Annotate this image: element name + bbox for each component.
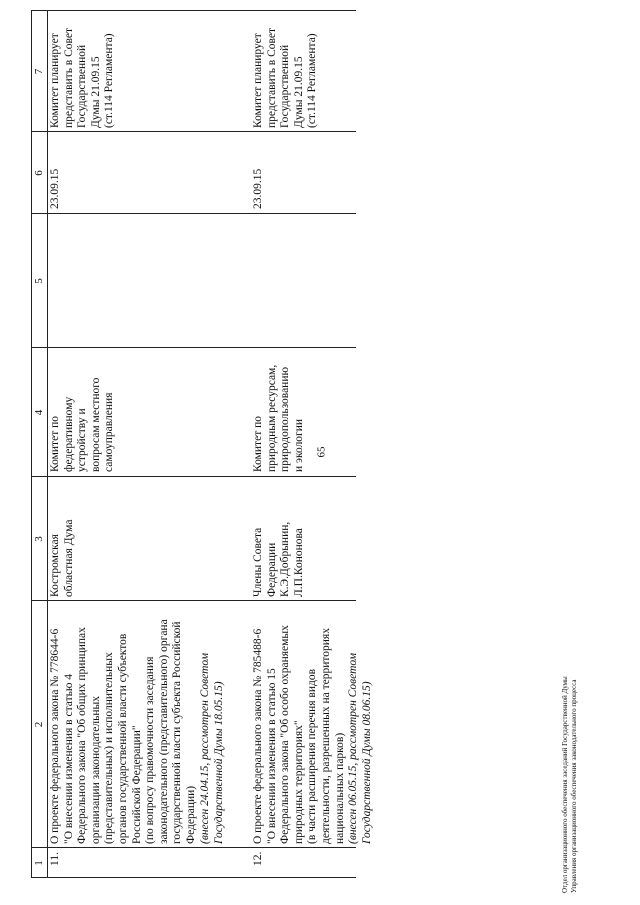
header-col-7: 7 (33, 68, 45, 75)
header-col-5: 5 (33, 278, 45, 284)
rotated-table (31, 10, 373, 878)
row-12-title: О проекте федерального закона № 785488-6 "О внесении изменения в статью 15 Федерального закона "Об особо охраняемых природных территориях" (в части расширения перечня видов деятельности, разрешенных на территориях национальных парков) (252, 625, 346, 844)
row-12-initiator: Члены Совета Федерации К.Э.Добрынин, Л.П.Кононова (252, 521, 305, 597)
page-number: 65 (315, 446, 328, 458)
row-12-date: 23.09.15 (252, 168, 264, 209)
header-bottom-border (47, 10, 48, 878)
footer-line-1: Отдел организационного обеспечения заседаний Государственной Думы (561, 676, 569, 893)
col-border (31, 877, 356, 878)
col-border (31, 10, 356, 11)
row-12-number: 12. (252, 851, 264, 866)
row-12-committee: Комитет по природным ресурсам, природопользованию и экологии (252, 364, 305, 472)
col-border (31, 347, 356, 348)
row-12-status: Комитет планирует представить в Совет Государственной Думы 21.09.15 (ст.114 Регламента) (252, 27, 319, 128)
row-12-note: (внесен 06.05.15, рассмотрен Советом Государственной Думы 08.06.15) (347, 652, 373, 844)
header-col-4: 4 (33, 409, 45, 416)
col-border (31, 131, 356, 132)
row-11-title: О проекте федерального закона № 778644-6 "О внесении изменения в статью 4 Федерального закона "Об общих принципах организации законодательных (представительных) и исполнительных органов государственной власти субъектов Российской Федерации" (по вопросу правомочности заседания законодательного (представительного) органа государственной власти субъекта Российской Федерации) (49, 619, 197, 844)
row-11-note: (внесен 24.04.15, рассмотрен Советом Государственной Думы 18.05.15) (199, 652, 225, 844)
row-11-committee: Комитет по федеративному устройству и вопросам местного самоуправления (49, 377, 116, 472)
col-border (31, 476, 356, 477)
row-11-initiator: Костромская областная Дума (49, 519, 75, 597)
header-col-1: 1 (33, 860, 45, 866)
row-11-status: Комитет планирует представить в Совет Государственной Думы 21.09.15 (ст.114 Регламента) (49, 27, 116, 128)
row-11-date: 23.09.15 (49, 168, 61, 209)
col-border (31, 847, 356, 848)
footer (561, 603, 579, 893)
col-border (31, 213, 356, 214)
footer-line-2: Управления организационного обеспечения законодательного процесса (570, 679, 578, 893)
header-col-6: 6 (33, 170, 45, 176)
row-11-number: 11. (49, 852, 61, 866)
header-col-3: 3 (33, 536, 45, 542)
table-top-border (31, 10, 32, 878)
header-col-2: 2 (33, 721, 45, 728)
